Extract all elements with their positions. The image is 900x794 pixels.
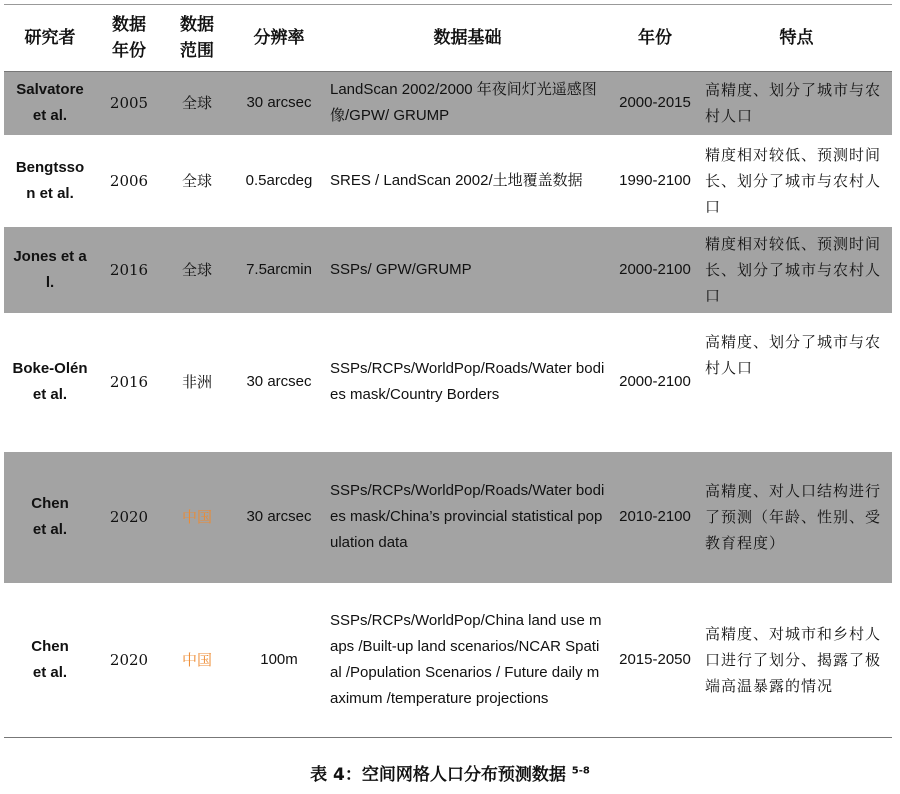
table-caption	[0, 760, 900, 785]
researcher-text: Boke-Olénet al.	[12, 360, 88, 403]
table-row	[4, 135, 892, 227]
researcher-text: Chen et al.	[31, 495, 69, 538]
cell-year: 2016	[96, 227, 162, 313]
cell-features: 精度相对较低、预测时间长、划分了城市与农村人口	[705, 145, 882, 216]
researcher-text: Bengtsson et al.	[15, 158, 85, 202]
caption-reference: 5-8	[571, 765, 590, 777]
header-data-year-text: 数据年份	[112, 15, 146, 61]
cell-year: 2016	[109, 373, 149, 391]
cell-researcher	[4, 227, 96, 313]
cell-researcher	[4, 452, 96, 583]
cell-period: 2000-2100	[619, 373, 691, 390]
table-row	[4, 227, 892, 313]
table-header-row	[4, 5, 892, 72]
header-data-range-text: 数据范围	[180, 15, 214, 61]
cell-region: 全球	[181, 171, 212, 190]
cell-period: 2000-2015	[609, 72, 701, 135]
cell-resolution: 7.5arcmin	[232, 227, 326, 313]
cell-researcher	[4, 583, 96, 738]
cell-year: 2020	[96, 583, 162, 738]
cell-year: 2005	[96, 72, 162, 135]
cell-period: 1990-2100	[619, 171, 691, 189]
cell-data-basis: SSPs/ GPW/GRUMP	[326, 227, 609, 313]
header-features: 特点	[701, 5, 892, 72]
cell-year: 2006	[109, 171, 149, 190]
cell-resolution: 30 arcsec	[246, 373, 312, 390]
cell-researcher	[4, 72, 96, 135]
population-forecast-table	[4, 4, 892, 738]
cell-resolution: 100m	[232, 583, 326, 738]
cell-region: 中国	[162, 583, 232, 738]
cell-resolution: 30 arcsec	[232, 452, 326, 583]
cell-region: 全球	[162, 72, 232, 135]
cell-region: 非洲	[181, 373, 212, 391]
cell-period: 2010-2100	[609, 452, 701, 583]
table-row	[4, 313, 892, 452]
header-resolution: 分辨率	[232, 5, 326, 72]
cell-features: 高精度、对人口结构进行了预测（年龄、性别、受教育程度）	[701, 452, 892, 583]
cell-data-basis: SSPs/RCPs/WorldPop/China land use maps /Built-up land scenarios/NCAR Spatial /Population Scenarios / Future daily maximum /temperature projections	[326, 583, 609, 738]
cell-period: 2000-2100	[609, 227, 701, 313]
cell-features: 高精度、划分了城市与农村人口	[701, 72, 892, 135]
cell-data-basis: SRES / LandScan 2002/土地覆盖数据	[330, 171, 583, 189]
cell-researcher	[4, 135, 96, 227]
header-researcher: 研究者	[4, 5, 96, 72]
researcher-text: Salvatore et al.	[16, 81, 84, 125]
cell-resolution: 30 arcsec	[232, 72, 326, 135]
cell-period: 2015-2050	[609, 583, 701, 738]
cell-features: 精度相对较低、预测时间长、划分了城市与农村人口	[701, 227, 892, 313]
cell-year: 2020	[96, 452, 162, 583]
cell-resolution: 0.5arcdeg	[245, 171, 313, 189]
header-years: 年份	[609, 5, 701, 72]
cell-data-basis: LandScan 2002/2000 年夜间灯光遥感图像/GPW/ GRUMP	[326, 72, 609, 135]
cell-region: 全球	[162, 227, 232, 313]
researcher-text: Jones et al.	[13, 247, 87, 291]
caption-text: 表 4：空间网格人口分布预测数据	[310, 765, 566, 785]
cell-region: 中国	[162, 452, 232, 583]
header-data-year	[96, 5, 162, 72]
cell-data-basis: SSPs/RCPs/WorldPop/Roads/Water bodies mask/China’s provincial statistical population data	[326, 452, 609, 583]
cell-data-basis: SSPs/RCPs/WorldPop/Roads/Water bodies mask/Country Borders	[330, 360, 605, 403]
cell-features: 高精度、划分了城市与农村人口	[705, 332, 882, 377]
cell-features: 高精度、对城市和乡村人口进行了划分、揭露了极端高温暴露的情况	[701, 583, 892, 738]
table-row	[4, 452, 892, 583]
cell-researcher	[4, 313, 96, 452]
table-row	[4, 72, 892, 135]
header-data-basis: 数据基础	[326, 5, 609, 72]
researcher-text: Chen et al.	[31, 637, 69, 681]
table-row	[4, 583, 892, 738]
header-data-range	[162, 5, 232, 72]
